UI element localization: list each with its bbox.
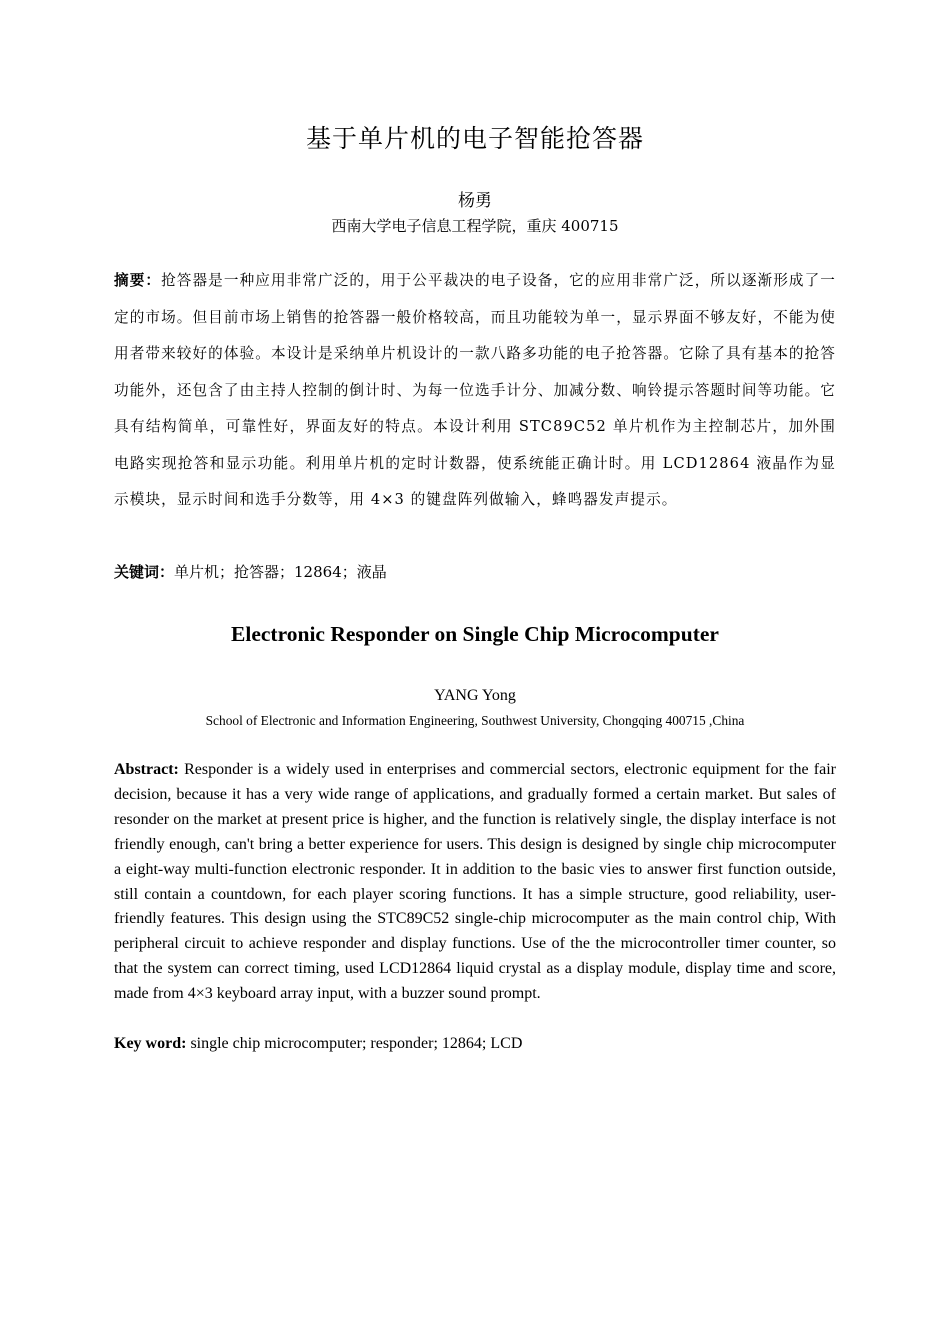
english-author: YANG Yong	[434, 687, 516, 704]
english-keywords	[114, 1032, 836, 1056]
chinese-author: 杨勇	[458, 191, 492, 211]
english-abstract-label: Abstract:	[114, 761, 179, 778]
chinese-abstract-text: 抢答器是一种应用非常广泛的，用于公平裁决的电子设备，它的应用非常广泛，所以逐渐形成了一定的市场。但目前市场上销售的抢答器一般价格较高，而且功能较为单一，显示界面不够友好，不能为使用者带来较好的体验。本设计是采纳单片机设计的一款八路多功能的电子抢答器。它除了具有基本的抢答功能外，还包含了由主持人控制的倒计时、为每一位选手计分、加减分数、响铃提示答题时间等功能。它具有结构简单，可靠性好，界面友好的特点。本设计利用 STC89C52 单片机作为主控制芯片，加外围电路实现抢答和显示功能。利用单片机的定时计数器，使系统能正确计时。用 LCD12864 液晶作为显示模块，显示时间和选手分数等，用 4×3 的键盘阵列做输入，蜂鸣器发声提示。	[114, 272, 836, 508]
chinese-title: 基于单片机的电子智能抢答器	[305, 124, 644, 153]
chinese-keywords-label: 关键词：	[114, 563, 175, 581]
english-affiliation: School of Electronic and Information Engineering, Southwest University, Chongqing 400715 ,China	[205, 713, 745, 728]
english-abstract	[114, 758, 836, 1007]
english-abstract-text: Responder is a widely used in enterprises and commercial sectors, electronic equipment for the fair decision, because it has a very wide range of applications, and gradually formed a certain market. But sales of resonder on the market at present price is higher, and the function is relatively single, the display interface is not friendly enough, can't bring a better experience for users. This design is designed by single chip microcomputer a eight-way multi-function electronic responder. It in addition to the basic vies to answer first function outside, still contain a countdown, for each player scoring functions. It has a simple structure, good reliability, user-friendly features. This design using the STC89C52 single-chip microcomputer as the main control chip, With peripheral circuit to achieve responder and display functions. Use of the the microcontroller timer counter, so that the system can correct timing, used LCD12864 liquid crystal as a display module, display time and score, made from 4×3 keyboard array input, with a buzzer sound prompt.	[114, 761, 837, 1003]
chinese-affiliation: 西南大学电子信息工程学院，重庆 400715	[331, 217, 619, 235]
english-keywords-text: single chip microcomputer; responder; 12864; LCD	[190, 1035, 523, 1052]
chinese-abstract-label: 摘要：	[114, 272, 162, 289]
chinese-keywords	[114, 560, 836, 584]
chinese-keywords-text: 单片机；抢答器；12864；液晶	[174, 563, 387, 581]
english-keywords-label: Key word:	[114, 1035, 187, 1052]
chinese-abstract	[114, 263, 836, 519]
english-title: Electronic Responder on Single Chip Microcomputer	[231, 622, 719, 646]
